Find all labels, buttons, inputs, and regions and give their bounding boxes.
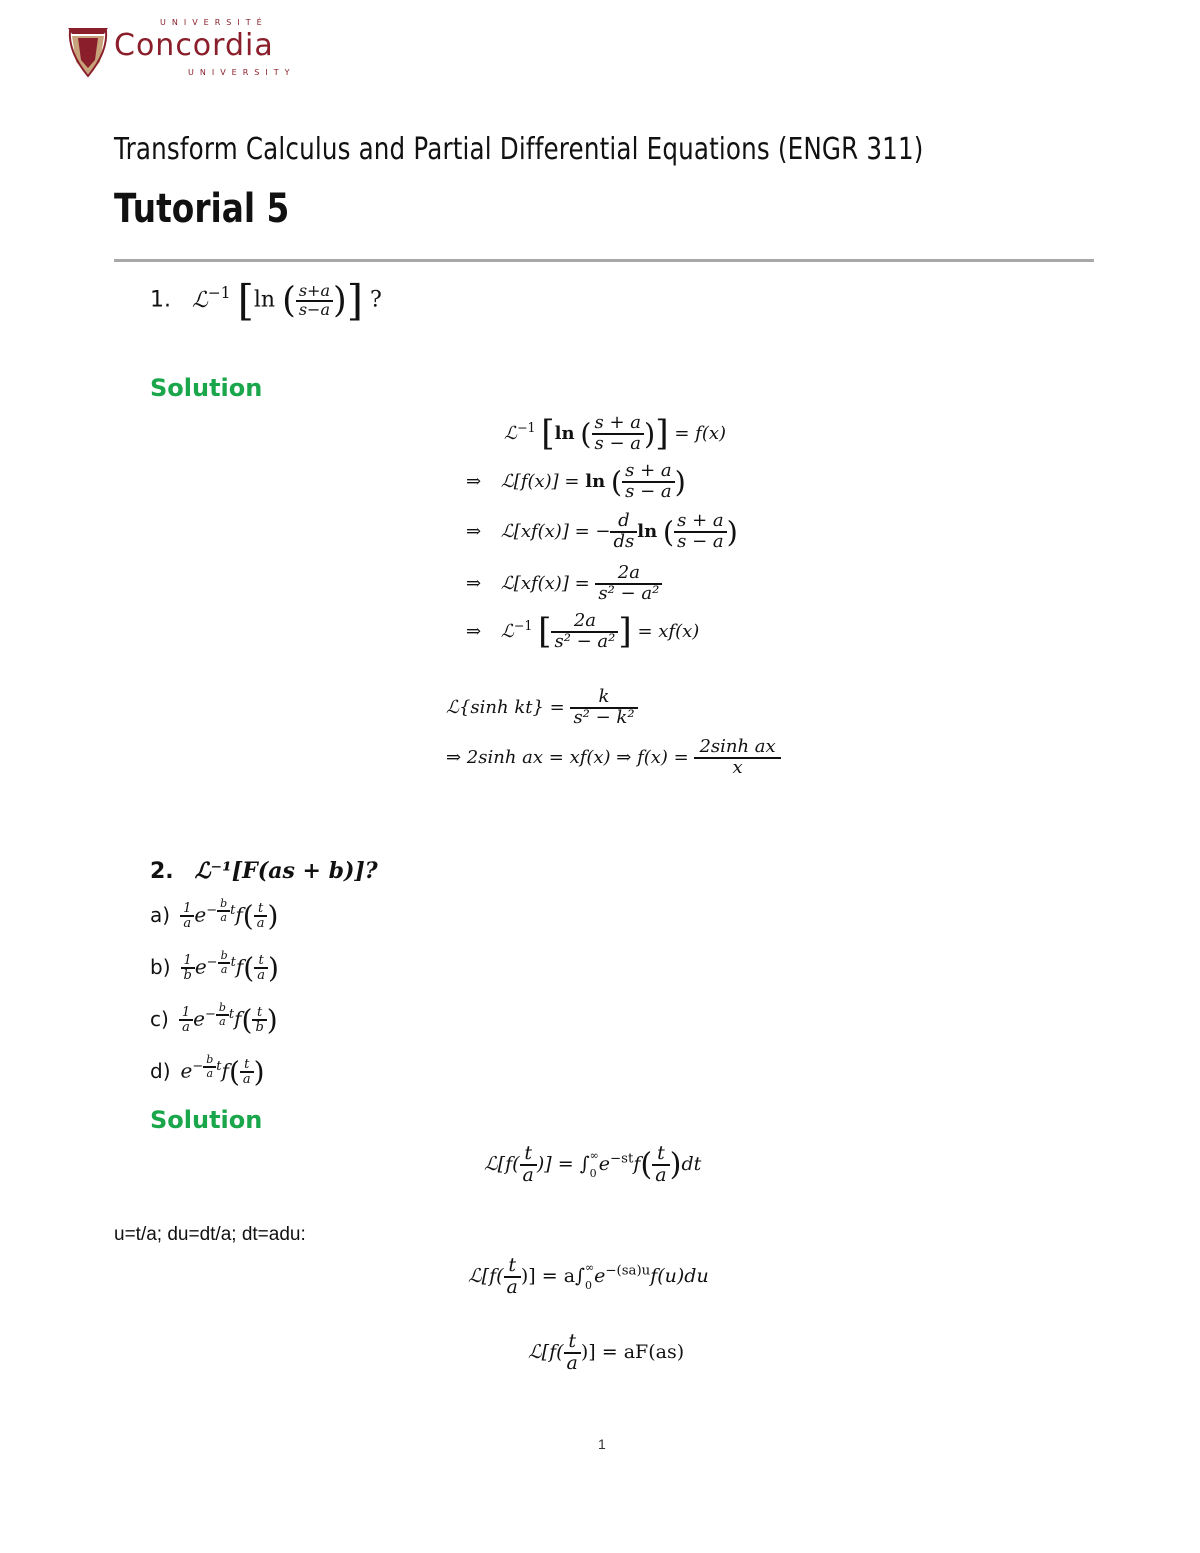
option-c: c) $\frac{1}{a}$ $e^{- \frac{b}{a} t}f$( $\frac{t}{b}$ ) — [150, 1001, 278, 1037]
ln-label: ln — [585, 470, 606, 492]
option-label: b) — [150, 954, 171, 979]
exp-variable: t — [228, 1007, 235, 1023]
header-divider — [114, 259, 1094, 262]
fraction-denominator: s² − a² — [551, 631, 618, 652]
function-f: f — [633, 1152, 641, 1175]
option-label: c) — [150, 1006, 169, 1031]
bracket-close: ] — [618, 612, 632, 652]
fraction-numerator: k — [598, 686, 610, 707]
paren-close: ) — [267, 899, 279, 933]
sol1-line-5 — [466, 612, 699, 652]
lower-limit: 0 — [589, 1166, 597, 1180]
exp-numerator: b — [220, 949, 228, 962]
question-number: 2. — [150, 859, 174, 884]
logo-top-text: UNIVERSITÉ — [160, 18, 268, 27]
fraction-numerator: t — [657, 1142, 665, 1164]
bracket-close: ] — [346, 276, 364, 325]
lhs-text: ℒ{sinh kt} = — [446, 696, 571, 718]
inverse-exponent: −1 — [516, 420, 536, 435]
paren-open: ( — [243, 951, 255, 985]
rhs-text: = f(x) — [674, 423, 727, 444]
fraction-numerator: t — [524, 1142, 533, 1164]
differential: dt — [681, 1152, 702, 1175]
rhs-text: )] = aF(as) — [580, 1340, 685, 1363]
bracket-open: [ — [538, 612, 552, 652]
rhs-text: = xf(x) — [637, 621, 700, 642]
mid-text: )] = ∫ — [536, 1152, 590, 1175]
fraction-denominator: x — [694, 757, 780, 778]
option-b: b) $\frac{1}{b}$ $e^{- \frac{b}{a} t}f$( $\frac{t}{a}$ ) — [150, 949, 279, 985]
fraction-denominator: ds — [610, 531, 637, 552]
fraction-denominator: a — [504, 1276, 521, 1298]
paren-open: ( — [580, 417, 592, 451]
paren-open: ( — [242, 899, 254, 933]
exp-sign: − — [206, 903, 218, 919]
implies-arrow: ⇒ — [466, 572, 482, 594]
page-number: 1 — [598, 1436, 606, 1452]
exp-base: e — [598, 1152, 611, 1175]
option-label: a) — [150, 902, 171, 927]
sol2-eq-3 — [528, 1332, 684, 1374]
fraction-numerator: s + a — [625, 460, 672, 481]
lower-limit: 0 — [584, 1278, 592, 1292]
arg-denominator: b — [252, 1019, 266, 1035]
lhs-text: ℒ[f(x)] = — [500, 470, 586, 492]
fraction-numerator: s + a — [594, 412, 642, 434]
logo-bottom-text: UNIVERSITY — [188, 68, 296, 77]
question-1 — [150, 276, 382, 325]
exp-variable: t — [230, 955, 236, 971]
coef-numerator: 1 — [181, 1004, 191, 1020]
laplace-operator: ℒ — [504, 423, 517, 444]
implies-arrow: ⇒ — [466, 621, 482, 642]
fraction-denominator: s − a — [592, 433, 645, 454]
paren-close: ) — [266, 1003, 278, 1037]
option-d: d) $e^{- \frac{b}{a} t}f$( $\frac{t}{a}$ ) — [150, 1053, 265, 1089]
option-a: a) $\frac{1}{a}$ $e^{- \frac{b}{a} t}f$( $\frac{t}{a}$ ) — [150, 897, 279, 933]
fraction-denominator: s − a — [622, 481, 675, 502]
question-expression: ℒ⁻¹[F(as + b)]? — [194, 858, 378, 884]
ln-label: ln — [637, 520, 658, 542]
coef-denominator: a — [179, 1019, 193, 1035]
solution-heading-2: Solution — [150, 1106, 263, 1134]
sol1-line-4 — [466, 564, 662, 604]
exp-sign: − — [204, 1007, 216, 1023]
paren-open: ( — [241, 1003, 253, 1037]
fraction-denominator: s² − k² — [570, 707, 637, 728]
paren-open: ( — [610, 464, 623, 499]
exp-numerator: b — [220, 897, 228, 910]
substitution-note: u=t/a; du=dt/a; dt=adu: — [114, 1224, 306, 1245]
sol1-line-6 — [446, 688, 638, 728]
fraction-denominator: a — [564, 1352, 581, 1374]
bracket-close: ] — [655, 414, 669, 454]
exp-numerator: b — [218, 1001, 226, 1014]
fraction-denominator: s − a — [674, 531, 727, 552]
arg-numerator: t — [257, 900, 264, 916]
fraction-numerator: t — [568, 1330, 577, 1352]
exponent: −(sa)u — [605, 1263, 651, 1279]
question-2 — [150, 858, 378, 884]
exp-denominator: a — [203, 1066, 216, 1080]
exp-denominator: a — [216, 1014, 229, 1028]
fraction-numerator: t — [508, 1254, 517, 1276]
lhs-text: ℒ[xf(x)] = — [500, 572, 596, 594]
fraction-denominator: s−a — [296, 300, 333, 319]
paren-close: ) — [644, 417, 656, 451]
lhs-text: ⇒ 2sinh ax = xf(x) ⇒ f(x) = — [446, 746, 695, 768]
tutorial-title: Tutorial 5 — [114, 186, 290, 232]
exp-denominator: a — [217, 910, 230, 924]
paren-open: ( — [228, 1055, 240, 1089]
course-title: Transform Calculus and Partial Differential Equations (ENGR 311) — [114, 132, 924, 167]
paren-close: ) — [253, 1055, 265, 1089]
ln-label: ln — [253, 287, 276, 313]
fraction-denominator: a — [652, 1164, 669, 1186]
logo-wordmark: Concordia — [114, 28, 274, 63]
exponent — [206, 897, 236, 924]
solution-heading-1: Solution — [150, 374, 263, 402]
fraction-numerator: 2a — [573, 610, 597, 632]
lhs-text: ℒ[f( — [468, 1264, 504, 1287]
lhs-text: ℒ[f( — [528, 1340, 564, 1363]
exponent — [204, 1001, 235, 1028]
exp-numerator: b — [206, 1053, 214, 1066]
arg-denominator: a — [240, 1071, 254, 1087]
inverse-exponent: −1 — [513, 618, 533, 633]
exponent — [206, 949, 236, 976]
exp-variable: t — [230, 903, 236, 919]
sol2-eq-2 — [468, 1256, 709, 1298]
exp-base: e — [594, 1264, 606, 1287]
lhs-text: ℒ[f( — [484, 1152, 520, 1175]
paren-open: ( — [282, 280, 296, 321]
exp-denominator: a — [218, 962, 231, 976]
bracket-open: [ — [541, 414, 555, 454]
bracket-open: [ — [237, 276, 254, 325]
coef-numerator: 1 — [183, 900, 192, 916]
arg-numerator: t — [258, 952, 264, 968]
laplace-operator: ℒ — [500, 621, 514, 642]
paren-open: ( — [662, 514, 675, 549]
arg-numerator: t — [244, 1056, 250, 1072]
fraction-numerator: s+a — [298, 280, 330, 300]
paren-close: ) — [669, 1147, 682, 1183]
option-label: d) — [150, 1058, 171, 1083]
sol1-line-3 — [466, 512, 738, 552]
fraction-denominator: s² − a² — [595, 583, 662, 604]
arg-numerator: t — [257, 1004, 263, 1020]
concordia-logo — [66, 18, 316, 82]
exp-sign: − — [206, 955, 218, 971]
fraction-numerator: s + a — [677, 510, 724, 531]
fraction-denominator: a — [520, 1164, 537, 1186]
ln-label: ln — [554, 423, 575, 444]
upper-limit: ∞ — [589, 1149, 599, 1163]
inverse-exponent: −1 — [207, 284, 231, 303]
coef-numerator: 1 — [183, 952, 192, 968]
tail-text: f(u)du — [650, 1264, 709, 1287]
implies-arrow: ⇒ — [466, 470, 482, 492]
question-number: 1. — [150, 287, 171, 313]
lhs-text: ℒ[xf(x)] = − — [500, 520, 611, 542]
laplace-operator: ℒ — [192, 287, 208, 313]
implies-arrow: ⇒ — [466, 520, 482, 542]
arg-denominator: a — [254, 967, 268, 983]
fraction-numerator: 2sinh ax — [699, 736, 776, 757]
university-crest-icon — [66, 22, 110, 78]
sol1-line-1 — [504, 414, 726, 454]
paren-close: ) — [332, 280, 347, 321]
fraction-numerator: d — [618, 510, 630, 531]
sol2-eq-1 — [484, 1144, 701, 1186]
arg-denominator: a — [254, 915, 268, 931]
sol1-line-7 — [446, 738, 781, 778]
question-mark: ? — [370, 287, 382, 313]
coef-denominator: a — [180, 915, 194, 931]
upper-limit: ∞ — [584, 1261, 595, 1275]
paren-close: ) — [726, 514, 738, 549]
sol1-line-2 — [466, 462, 686, 502]
exponent: −st — [610, 1151, 634, 1167]
paren-close: ) — [674, 464, 686, 499]
coef-denominator: b — [181, 967, 195, 983]
mid-text: )] = a∫ — [520, 1264, 585, 1287]
exp-sign: − — [192, 1059, 204, 1075]
paren-open: ( — [640, 1147, 653, 1183]
exp-variable: t — [216, 1059, 222, 1075]
fraction-numerator: 2a — [617, 562, 640, 583]
paren-close: ) — [267, 951, 279, 985]
exponent — [192, 1053, 222, 1080]
